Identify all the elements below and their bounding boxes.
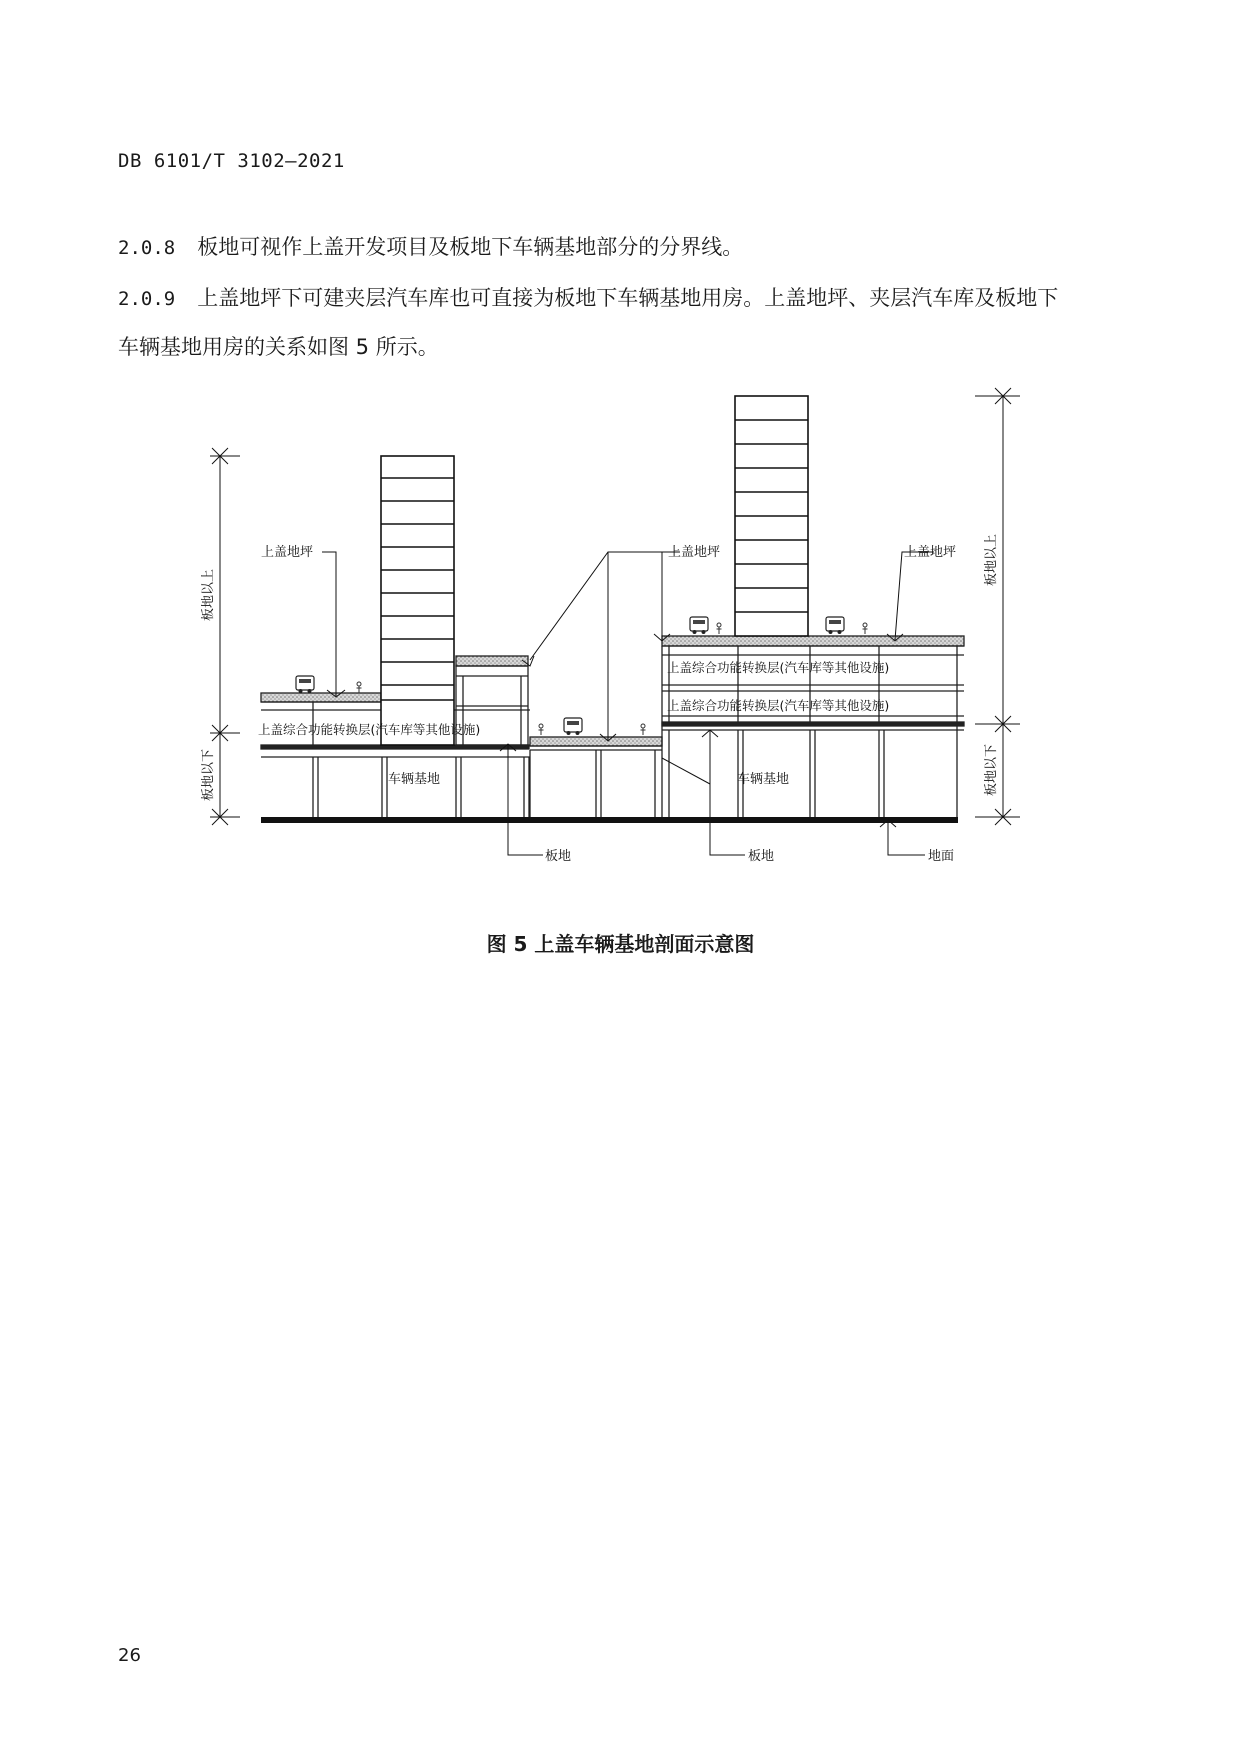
label-below-slab-right: 板地以下 (984, 743, 999, 797)
label-above-slab-right: 板地以上 (984, 533, 999, 587)
clause-text: 上盖地坪下可建夹层汽车库也可直接为板地下车辆基地用房。上盖地坪、夹层汽车库及板地下 (197, 286, 1059, 310)
label-ground: 地面 (928, 849, 955, 864)
label-cover-floor-right: 上盖地坪 (904, 545, 957, 560)
label-transfer-layer-right-1: 上盖综合功能转换层(汽车库等其他设施) (667, 660, 890, 675)
ground-line (261, 817, 958, 823)
label-cover-floor-left: 上盖地坪 (261, 545, 314, 560)
person-icon (539, 724, 544, 735)
bus-icon (296, 676, 314, 693)
right-tower (735, 396, 808, 636)
bus-icon (564, 718, 582, 735)
label-slab-1: 板地 (545, 849, 572, 864)
page-number: 26 (118, 1645, 141, 1666)
label-transfer-layer-right-2: 上盖综合功能转换层(汽车库等其他设施) (667, 698, 890, 713)
person-icon (641, 724, 646, 735)
label-transfer-layer-left: 上盖综合功能转换层(汽车库等其他设施) (258, 722, 481, 737)
label-depot-right: 车辆基地 (737, 772, 790, 787)
clause-number: 2.0.9 (118, 288, 176, 310)
bus-icon (690, 617, 708, 634)
clause-text: 板地可视作上盖开发项目及板地下车辆基地部分的分界线。 (197, 235, 744, 259)
person-icon (357, 682, 362, 693)
label-depot-left: 车辆基地 (388, 772, 441, 787)
middle-deck (530, 737, 662, 817)
clause-number: 2.0.8 (118, 237, 176, 259)
label-below-slab-left: 板地以下 (201, 748, 216, 802)
document-code: DB 6101/T 3102—2021 (118, 150, 345, 172)
left-tower (381, 456, 454, 745)
label-slab-2: 板地 (748, 849, 775, 864)
person-icon (717, 623, 722, 634)
label-above-slab-left: 板地以上 (201, 568, 216, 622)
person-icon (863, 623, 868, 634)
label-cover-floor-mid: 上盖地坪 (668, 545, 721, 560)
bus-icon (826, 617, 844, 634)
clause-2-0-9-continued: 车辆基地用房的关系如图 5 所示。 (118, 335, 439, 359)
figure-caption: 图 5 上盖车辆基地剖面示意图 (486, 932, 755, 956)
